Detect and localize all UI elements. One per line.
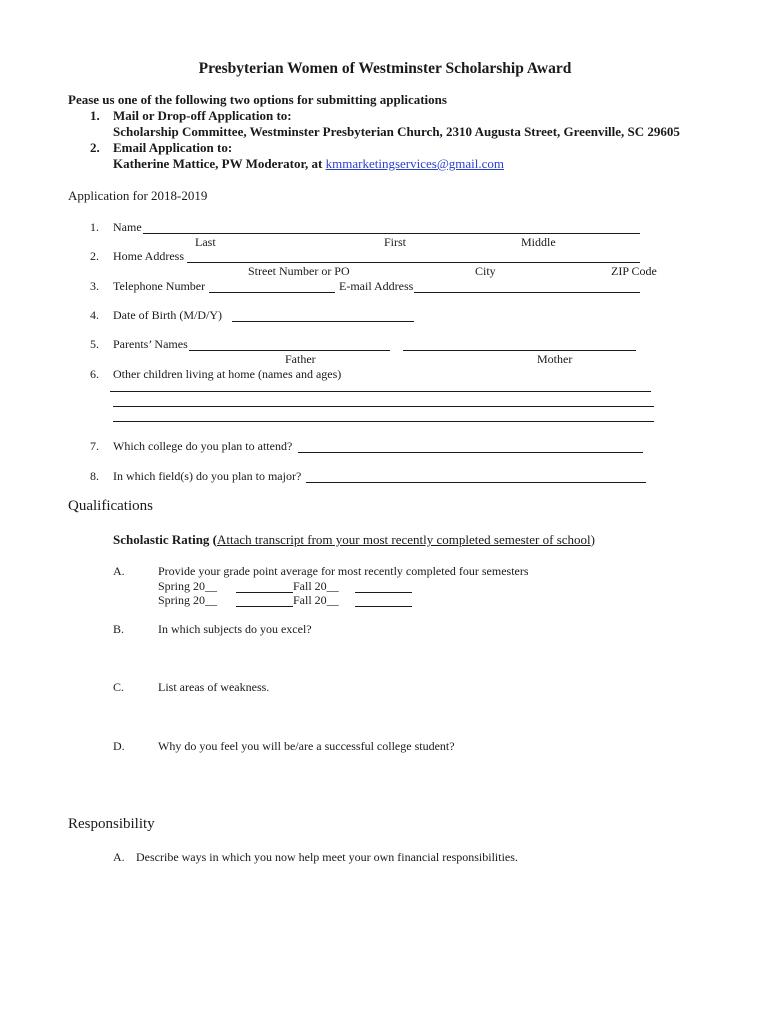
spring-1-label: Spring 20__ bbox=[158, 579, 218, 593]
mother-caption: Mother bbox=[537, 352, 573, 366]
middle-caption: Middle bbox=[521, 235, 556, 249]
scholastic-rating bbox=[113, 532, 595, 548]
item-letter: A. bbox=[113, 850, 125, 864]
scholastic-close: ) bbox=[590, 532, 595, 547]
first-caption: First bbox=[384, 235, 407, 249]
responsibility-heading: Responsibility bbox=[68, 816, 155, 832]
qualifications-heading: Qualifications bbox=[68, 498, 153, 514]
item-number: 8. bbox=[90, 469, 99, 483]
home-address-label: Home Address bbox=[113, 249, 184, 263]
item-number: 6. bbox=[90, 367, 99, 381]
last-caption: Last bbox=[195, 235, 216, 249]
spring-2-field[interactable] bbox=[236, 606, 293, 607]
item-letter: D. bbox=[113, 739, 125, 753]
option-1-label: Mail or Drop-off Application to: bbox=[113, 108, 292, 123]
page-title: Presbyterian Women of Westminster Scholarship Award bbox=[198, 60, 572, 77]
dob-label: Date of Birth (M/D/Y) bbox=[113, 308, 222, 322]
spring-2-label: Spring 20__ bbox=[158, 593, 218, 607]
item-number: 2. bbox=[90, 249, 99, 263]
email-label: E-mail Address bbox=[339, 279, 414, 293]
gpa-instructions: Provide your grade point average for most recently completed four semesters bbox=[158, 564, 529, 578]
excel-question: In which subjects do you excel? bbox=[158, 622, 312, 636]
father-caption: Father bbox=[285, 352, 316, 366]
fall-1-label: Fall 20__ bbox=[293, 579, 339, 593]
major-field[interactable] bbox=[306, 482, 646, 483]
weakness-question: List areas of weakness. bbox=[158, 680, 270, 694]
mother-field[interactable] bbox=[403, 350, 636, 351]
transcript-note: Attach transcript from your most recently completed semester of school bbox=[217, 532, 591, 547]
fall-2-label: Fall 20__ bbox=[293, 593, 339, 607]
father-field[interactable] bbox=[189, 350, 390, 351]
email-field[interactable] bbox=[414, 292, 640, 293]
fall-1-field[interactable] bbox=[355, 592, 412, 593]
name-field[interactable] bbox=[143, 233, 640, 234]
spring-1-field[interactable] bbox=[236, 592, 293, 593]
city-caption: City bbox=[475, 264, 496, 278]
option-2-number: 2. bbox=[90, 140, 100, 155]
other-children-label: Other children living at home (names and ages) bbox=[113, 367, 342, 381]
telephone-field[interactable] bbox=[209, 292, 335, 293]
application-year: Application for 2018-2019 bbox=[68, 188, 208, 203]
item-number: 7. bbox=[90, 439, 99, 453]
option-2-detail bbox=[113, 156, 504, 172]
parents-label: Parents’ Names bbox=[113, 337, 188, 351]
other-children-line-1[interactable] bbox=[110, 391, 651, 392]
other-children-line-2[interactable] bbox=[113, 406, 654, 407]
name-label: Name bbox=[113, 220, 142, 234]
college-label: Which college do you plan to attend? bbox=[113, 439, 293, 453]
dob-field[interactable] bbox=[232, 321, 414, 322]
other-children-line-3[interactable] bbox=[113, 421, 654, 422]
street-caption: Street Number or PO bbox=[248, 264, 350, 278]
telephone-label: Telephone Number bbox=[113, 279, 206, 293]
item-number: 5. bbox=[90, 337, 99, 351]
item-letter: B. bbox=[113, 622, 125, 636]
college-field[interactable] bbox=[298, 452, 643, 453]
item-letter: A. bbox=[113, 564, 125, 578]
major-label: In which field(s) do you plan to major? bbox=[113, 469, 302, 483]
scholastic-label: Scholastic Rating ( bbox=[113, 532, 217, 547]
success-question: Why do you feel you will be/are a successful college student? bbox=[158, 739, 455, 753]
email-link[interactable]: kmmarketingservices@gmail.com bbox=[325, 156, 505, 171]
home-address-field[interactable] bbox=[187, 262, 640, 263]
item-letter: C. bbox=[113, 680, 125, 694]
fall-2-field[interactable] bbox=[355, 606, 412, 607]
option-2-label: Email Application to: bbox=[113, 140, 233, 155]
financial-question: Describe ways in which you now help meet your own financial responsibilities. bbox=[136, 850, 518, 864]
zip-caption: ZIP Code bbox=[611, 264, 657, 278]
item-number: 1. bbox=[90, 220, 99, 234]
item-number: 4. bbox=[90, 308, 99, 322]
option-1-number: 1. bbox=[90, 108, 100, 123]
option-1-address: Scholarship Committee, Westminster Presbyterian Church, 2310 Augusta Street, Greenville, SC 29605 bbox=[113, 124, 680, 139]
instructions-intro: Pease us one of the following two options for submitting applications bbox=[68, 92, 447, 107]
item-number: 3. bbox=[90, 279, 99, 293]
option-2-contact: Katherine Mattice, PW Moderator, at bbox=[113, 156, 326, 171]
